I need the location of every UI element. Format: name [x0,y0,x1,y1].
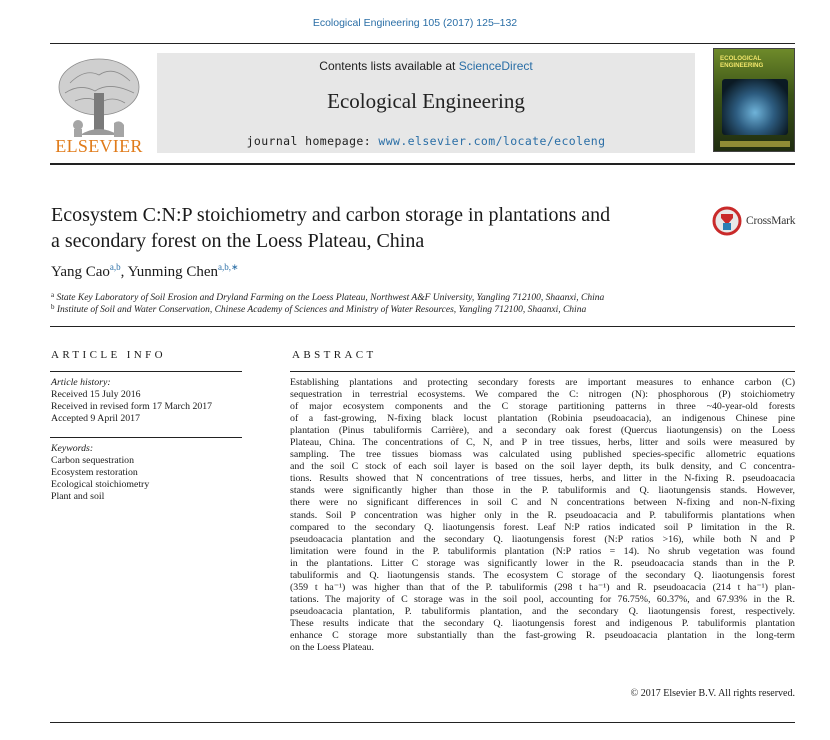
article-info-heading: ARTICLE INFO [51,349,166,361]
abstract-line: tabuliformis and Q. liaotungensis stands. The ecosystem C storage of the secondary Q. liaotungensis forest [290,569,795,581]
author-separator: , [120,264,128,280]
elsevier-wordmark: ELSEVIER [55,136,143,156]
article-title [51,202,711,254]
author-affiliation-marker[interactable] [218,262,239,272]
journal-banner [157,53,695,153]
author-name[interactable]: Yang Cao [51,264,110,280]
journal-cover-image[interactable] [713,48,795,152]
keywords-divider [50,437,242,438]
affiliation-marker: b [51,303,55,311]
keyword: Ecological stoichiometry [51,479,150,490]
abstract-line: tions. Results showed that N concentrations of tree tissues, herbs, and litter in the N-fixing R. pseudoacacia [290,473,795,485]
abstract-line: These results indicate that the secondary Q. liaotungensis forest and indigenous P. tabuliformis plantation [290,617,795,629]
abstract-line: enhance C storage more substantially than the fast-growing R. pseudoacacia plantation in the long-term [290,629,795,641]
author-list [51,262,239,281]
history-item: Received 15 July 2016 [51,389,141,400]
abstract-heading: ABSTRACT [292,349,377,361]
affiliation-text: Institute of Soil and Water Conservation, Chinese Academy of Sciences and Ministry of Water Resources, Yangling 712100, Shaanxi, China [56,305,587,315]
abstract-line: sampling. The tree tissues biomass was calculated using published species-specific allometric equations [290,449,795,461]
abstract-line: sequestration in terrestrial ecosystems. We compared the C: nitrogen (N): phosphorous (P) stoichiometry [290,389,795,401]
affiliation-text: State Key Laboratory of Soil Erosion and Dryland Farming on the Loess Plateau, Northwest A&F University, Yangling 712100, Shaanxi, China [56,293,605,303]
contents-prefix: Contents lists available at [319,59,459,73]
abstract-line: and the soil C stock of each soil layer is based on the soil layer depth, its bulk density, and C concentra- [290,461,795,473]
contents-line [157,59,695,73]
article-history [51,377,212,425]
abstract-divider [290,371,795,372]
header-divider [50,163,795,165]
abstract-body [290,377,795,654]
history-item: Received in revised form 17 March 2017 [51,401,213,412]
abstract-line: in the plantations. Litter C storage was significantly lower in the R. pseudoacacia stands than in the P. [290,557,795,569]
abstract-line: Establishing plantations and protecting secondary forests are important measures to enhance carbon (C) [290,377,795,388]
cover-title: ECOLOGICAL ENGINEERING [720,55,764,69]
keyword: Ecosystem restoration [51,467,138,478]
abstract-line: (359 t ha⁻¹) was higher than that of the P. tabuliformis (298 t ha⁻¹) and R. pseudoacacia (214 t ha⁻¹) plan- [290,581,795,593]
copyright-notice: © 2017 Elsevier B.V. All rights reserved. [630,688,795,699]
journal-homepage-link[interactable]: www.elsevier.com/locate/ecoleng [378,134,606,148]
section-divider [50,326,795,327]
abstract-line: tations. The majority of C storage was in the soil pool, accounting for 76.75%, 60.37%, and 67.93% in the R. [290,593,795,605]
homepage-prefix: journal homepage: [246,134,379,148]
author-affiliation-marker[interactable]: a,b [109,262,121,272]
title-line-1: Ecosystem C:N:P stoichiometry and carbon storage in plantations and [51,204,611,226]
homepage-line [157,134,695,148]
keyword: Plant and soil [51,491,105,502]
keywords [51,443,149,503]
top-divider [50,43,795,44]
title-line-2: a secondary forest on the Loess Plateau, China [51,230,425,252]
cover-photo [722,79,788,135]
abstract-line: stands were significantly higher than those in the P. tabuliformis and Q. liaotungensis stands. However, [290,485,795,497]
article-info-divider [50,371,242,372]
sciencedirect-link[interactable]: ScienceDirect [458,59,533,73]
abstract-line: plantation (Pinus tabuliformis Carrière), and a secondary oak forest (Quercus liaotungensis) on the Loess [290,425,795,437]
abstract-line: stands. Soil P concentration was higher only in the R. pseudoacacia and P. tabuliformis plantations when [290,509,795,521]
abstract-line: compared to the secondary Q. liaotungensis forest. Leaf N:P ratios indicated soil P limitation in the R. [290,521,795,533]
history-label: Article history: [51,377,111,388]
abstract-line: on the Loess Plateau. [290,642,374,654]
bottom-divider [50,722,795,723]
abstract-line: there were no significant differences in soil C and N concentrations between N-fixing and non-N-fixing [290,497,795,509]
abstract-line: of a fast-growing, N-fixing black locust plantation (Robinia pseudoacacia), an indigenous Chinese pine [290,413,795,425]
cover-footer [720,141,790,147]
abstract-line: pseudoacacia plantation, P. tabuliformis plantation, and the secondary Q. liaotungensis forest, respectively. [290,605,795,617]
history-item: Accepted 9 April 2017 [51,413,140,424]
affiliation-markers: a,b, [218,262,232,272]
abstract-line: pseudoacacia plantation and the secondary Q. liaotungensis forest (N:P ratios >16), while both N and P [290,533,795,545]
journal-name: Ecological Engineering [327,89,525,113]
keyword: Carbon sequestration [51,455,134,466]
journal-citation[interactable]: Ecological Engineering 105 (2017) 125–132 [312,17,518,29]
abstract-line: of major ecosystem components and the C storage partitioning patterns in three ~40-year-old forests [290,401,795,413]
author-name[interactable]: Yunming Chen [127,264,219,280]
abstract-line: Plateau, China. The concentrations of C, N, and P in tree tissues, herbs, litter and soils were measured by [290,437,795,449]
crossmark-label[interactable]: CrossMark [746,215,796,227]
affiliation-a [51,291,604,303]
affiliation-marker: a [51,291,55,299]
abstract-line: limitation were found in the P. tabuliformis plantation (N:P ratios = 14). No shrub vegetation was found [290,545,795,557]
affiliation-b [51,303,586,315]
corresponding-author-marker[interactable]: ∗ [231,262,239,272]
keywords-label: Keywords: [51,443,94,454]
